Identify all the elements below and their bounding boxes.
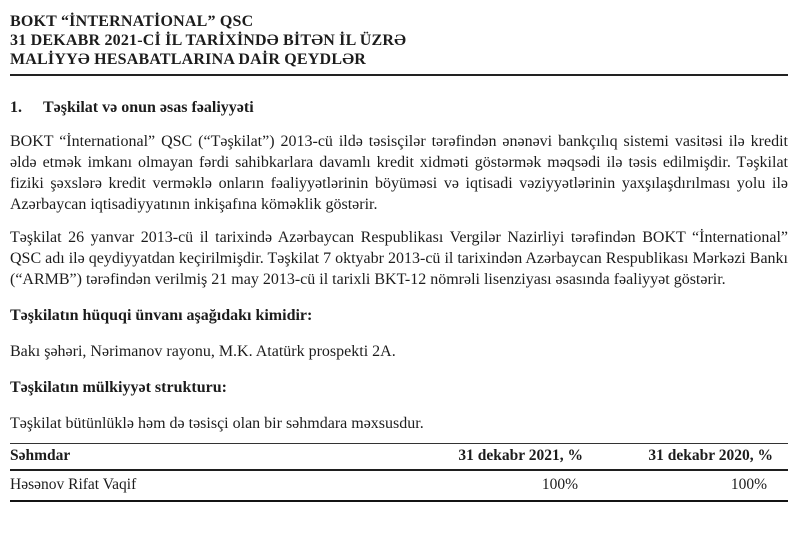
shareholder-name: Həsənov Rifat Vaqif xyxy=(10,470,393,501)
section-title: Təşkilat və onun əsas fəaliyyəti xyxy=(43,99,254,116)
section-number: 1. xyxy=(10,99,22,116)
legal-address-value: Bakı şəhəri, Nərimanov rayonu, M.K. Atatürk prospekti 2A. xyxy=(10,343,396,360)
ownership-structure-text: Təşkilat bütünlüklə həm də təsisçi olan bir səhmdara məxsusdur. xyxy=(10,415,424,432)
ownership-structure-heading: Təşkilatın mülkiyyət strukturu: xyxy=(10,379,227,396)
report-period: 31 DEKABR 2021-Cİ İL TARİXİNDƏ BİTƏN İL ÜZRƏ xyxy=(10,32,407,49)
paragraph-establishment: BOKT “İnternational” QSC (“Təşkilat”) 2013-cü ildə təsisçilər tərəfindən ənənəvi bankçılıq sistemi vasitəsi ilə kredit əldə etmək imkanı olmayan fərdi sahibkarlara davamlı kredit xidməti göstərmək məqsədi ilə təsis edilmişdir. Təşkilat fiziki şəxslərə kredit verməklə onların fəaliyyətlərinin böyüməsi və iqtisadi vəziyyətlərinin yaxşılaşdırılması yolu ilə Azərbaycan iqtisadiyyatının inkişafına köməklik göstərir. xyxy=(10,133,788,213)
table-header-row xyxy=(10,444,788,471)
share-2020: 100% xyxy=(583,470,788,501)
report-title: MALİYYƏ HESABATLARINA DAİR QEYDLƏR xyxy=(10,51,366,68)
table-row xyxy=(10,470,788,501)
column-header-2021: 31 dekabr 2021, % xyxy=(393,444,583,471)
share-2021: 100% xyxy=(393,470,583,501)
section-heading xyxy=(10,98,788,117)
document-header xyxy=(10,12,788,76)
column-header-shareholder: Səhmdar xyxy=(10,444,393,471)
company-name: BOKT “İNTERNATİONAL” QSC xyxy=(10,13,254,30)
shareholders-table xyxy=(10,443,788,502)
column-header-2020: 31 dekabr 2020, % xyxy=(583,444,788,471)
paragraph-registration: Təşkilat 26 yanvar 2013-cü il tarixində Azərbaycan Respublikası Vergilər Nazirliyi tərəfindən BOKT “İnternational” QSC adı ilə qeydiyyatdan keçirilmişdir. Təşkilat 7 oktyabr 2013-cü il tarixindən Azərbaycan Respublikası Mərkəzi Bankı (“ARMB”) tərəfindən verilmiş 21 may 2013-cü il tarixli BKT-12 nömrəli lisenziyası əsasında fəaliyyət göstərir. xyxy=(10,229,788,288)
legal-address-heading: Təşkilatın hüquqi ünvanı aşağıdakı kimidir: xyxy=(10,307,313,324)
